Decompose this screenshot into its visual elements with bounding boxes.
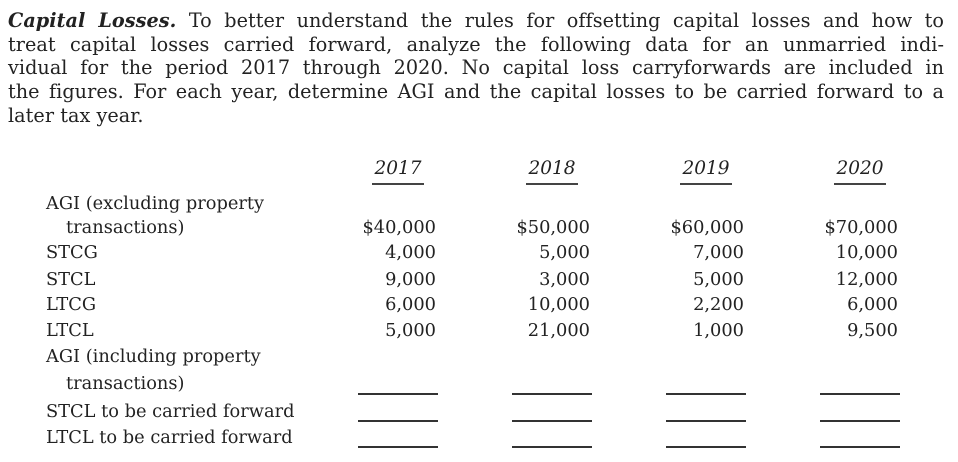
answer-blank-ltcl-cf-2019[interactable] — [666, 446, 746, 448]
label-stcg: STCG — [46, 242, 98, 263]
problem-line-1-text: To better understand the rules for offsetting capital losses and how to — [188, 9, 944, 32]
label-ltcg: LTCG — [46, 294, 97, 315]
answer-blank-stcl-cf-2020[interactable] — [820, 420, 900, 422]
cell-agi-excl-2019: $60,000 — [670, 217, 744, 238]
cell-stcg-2019: 7,000 — [693, 242, 744, 263]
problem-line-4: the figures. For each year, determine AGI and the capital losses to be carried forward to a — [8, 80, 944, 104]
answer-blank-ltcl-cf-2020[interactable] — [820, 446, 900, 448]
year-underline — [526, 183, 578, 185]
label-stcl-carried-forward: STCL to be carried forward — [46, 401, 295, 422]
year-header-2019 — [666, 158, 746, 185]
cell-stcl-2018: 3,000 — [539, 269, 590, 290]
problem-line-3: vidual for the period 2017 through 2020. No capital loss carryforwards are included in — [8, 56, 944, 80]
answer-blank-stcl-cf-2018[interactable] — [512, 420, 592, 422]
cell-agi-excl-2017: $40,000 — [362, 217, 436, 238]
year-header-2020 — [820, 158, 900, 185]
cell-ltcl-2017: 5,000 — [385, 320, 436, 341]
label-ltcl: LTCL — [46, 320, 94, 341]
year-2019-text: 2019 — [682, 158, 730, 179]
year-underline — [680, 183, 732, 185]
cell-ltcl-2019: 1,000 — [693, 320, 744, 341]
answer-blank-stcl-cf-2019[interactable] — [666, 420, 746, 422]
problem-line-2: treat capital losses carried forward, analyze the following data for an unmarried indi- — [8, 32, 944, 56]
year-2017-text: 2017 — [374, 158, 422, 179]
answer-blank-agi-incl-2020[interactable] — [820, 393, 900, 395]
answer-blank-stcl-cf-2017[interactable] — [358, 420, 438, 422]
label-agi-including: AGI (including property — [46, 346, 261, 367]
problem-line-5: later tax year. — [8, 103, 144, 127]
label-ltcl-carried-forward: LTCL to be carried forward — [46, 427, 293, 448]
cell-stcg-2018: 5,000 — [539, 242, 590, 263]
cell-ltcg-2018: 10,000 — [527, 294, 590, 315]
problem-text — [8, 9, 944, 128]
year-underline — [372, 183, 424, 185]
answer-blank-agi-incl-2017[interactable] — [358, 393, 438, 395]
cell-stcg-2017: 4,000 — [385, 242, 436, 263]
cell-ltcg-2020: 6,000 — [847, 294, 898, 315]
year-underline — [834, 183, 886, 185]
cell-stcg-2020: 10,000 — [835, 242, 898, 263]
cell-stcl-2017: 9,000 — [385, 269, 436, 290]
cell-stcl-2019: 5,000 — [693, 269, 744, 290]
year-2020-text: 2020 — [836, 158, 884, 179]
cell-ltcg-2019: 2,200 — [693, 294, 744, 315]
cell-agi-excl-2020: $70,000 — [824, 217, 898, 238]
label-stcl: STCL — [46, 269, 96, 290]
cell-ltcg-2017: 6,000 — [385, 294, 436, 315]
year-header-2017 — [358, 158, 438, 185]
cell-agi-excl-2018: $50,000 — [516, 217, 590, 238]
problem-line-1 — [8, 9, 944, 33]
cell-ltcl-2018: 21,000 — [527, 320, 590, 341]
label-agi-excluding-cont: transactions) — [66, 217, 185, 238]
answer-blank-agi-incl-2019[interactable] — [666, 393, 746, 395]
year-header-2018 — [512, 158, 592, 185]
label-agi-excluding: AGI (excluding property — [46, 193, 265, 214]
cell-ltcl-2020: 9,500 — [847, 320, 898, 341]
year-2018-text: 2018 — [528, 158, 576, 179]
answer-blank-agi-incl-2018[interactable] — [512, 393, 592, 395]
answer-blank-ltcl-cf-2018[interactable] — [512, 446, 592, 448]
cell-stcl-2020: 12,000 — [835, 269, 898, 290]
problem-title: Capital Losses. — [8, 9, 177, 32]
label-agi-including-cont: transactions) — [66, 373, 185, 394]
answer-blank-ltcl-cf-2017[interactable] — [358, 446, 438, 448]
